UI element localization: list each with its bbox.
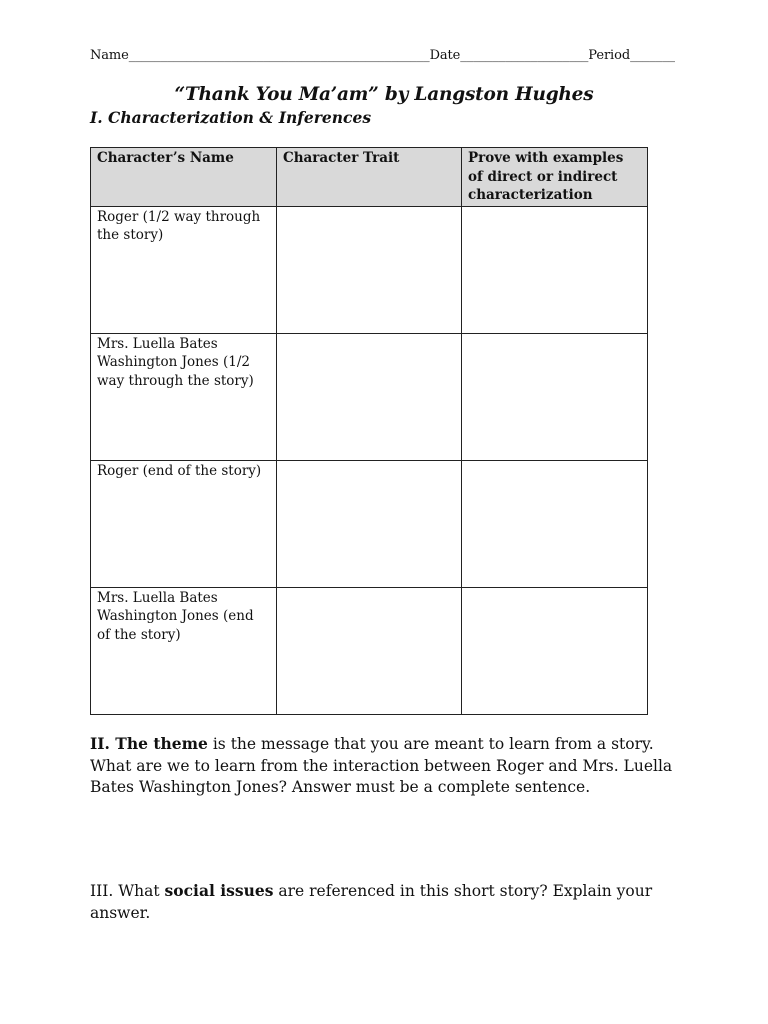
question-social-prefix: III. What [90, 882, 165, 900]
column-header-character-trait: Character Trait [277, 148, 462, 207]
proof-answer-cell[interactable] [462, 333, 648, 460]
character-name-cell: Mrs. Luella Bates Washington Jones (end of the story) [91, 587, 277, 714]
question-social-issues [90, 880, 680, 924]
characterization-table [90, 147, 648, 715]
question-theme-label: II. The theme [90, 734, 208, 753]
period-field[interactable]: _______ [630, 48, 675, 63]
date-label: Date [429, 48, 461, 63]
trait-answer-cell[interactable] [277, 587, 462, 714]
table-header-row [91, 148, 648, 207]
question-theme [90, 733, 680, 799]
question-social-suffix: are referenced in this short story? Explain your answer. [90, 882, 653, 922]
proof-answer-cell[interactable] [462, 206, 648, 333]
period-label: Period [588, 48, 631, 63]
table-row [91, 587, 648, 714]
worksheet-title: “Thank You Ma’am” by Langston Hughes [174, 84, 594, 105]
name-label: Name [90, 48, 129, 63]
proof-answer-cell[interactable] [462, 587, 648, 714]
table-row [91, 206, 648, 333]
proof-answer-cell[interactable] [462, 460, 648, 587]
column-header-proof: Prove with examples of direct or indirect characterization [462, 148, 648, 207]
character-name-cell: Roger (1/2 way through the story) [91, 206, 277, 333]
table-row [91, 460, 648, 587]
name-field[interactable]: _______________________________________________ [128, 48, 430, 63]
question-theme-text: is the message that you are meant to learn from a story. What are we to learn from the interaction between Roger and Mrs. Luella Bates Washington Jones? Answer must be a complete sentence. [90, 735, 673, 796]
date-field[interactable]: ____________________ [460, 48, 589, 63]
trait-answer-cell[interactable] [277, 206, 462, 333]
trait-answer-cell[interactable] [277, 460, 462, 587]
character-name-cell: Roger (end of the story) [91, 460, 277, 587]
column-header-character-name: Character’s Name [91, 148, 277, 207]
section-heading-characterization: I. Characterization & Inferences [90, 108, 372, 127]
character-name-cell: Mrs. Luella Bates Washington Jones (1/2 way through the story) [91, 333, 277, 460]
trait-answer-cell[interactable] [277, 333, 462, 460]
question-social-bold: social issues [164, 881, 274, 900]
student-info-line [90, 48, 680, 63]
table-row [91, 333, 648, 460]
